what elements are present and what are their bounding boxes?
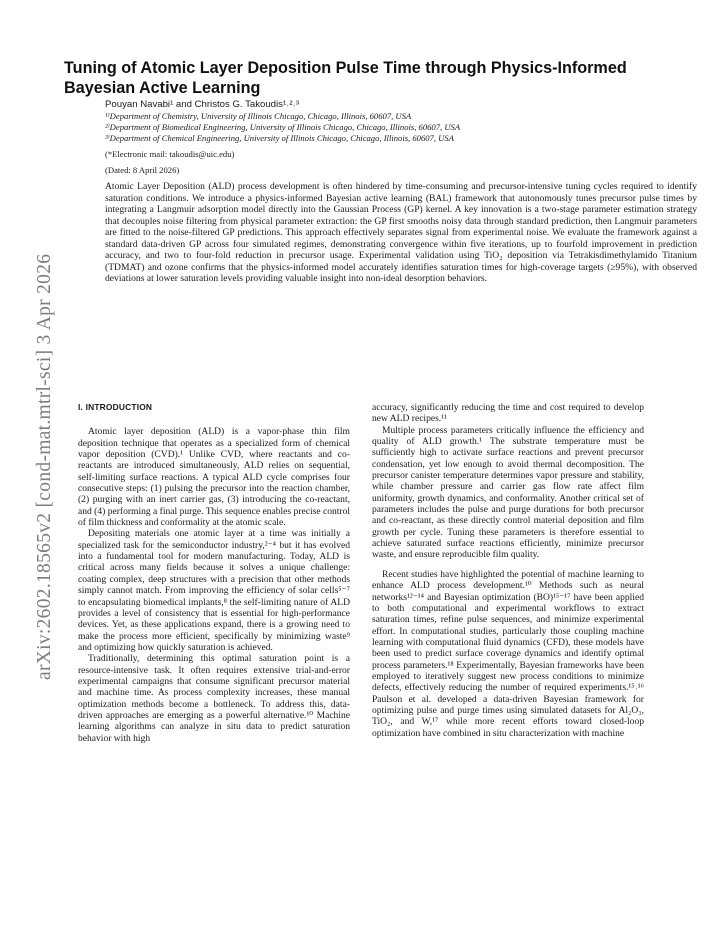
affiliation-biomedical-engineering: ²⁾Department of Biomedical Engineering, University of Illinois Chicago, Chicago, Illinois, 60607, USA [105,122,461,132]
affiliation-chemistry: ¹⁾Department of Chemistry, University of Illinois Chicago, Chicago, Illinois, 60607, USA [105,111,412,121]
arxiv-identifier-stamp [0,210,55,680]
affiliation-chemical-engineering: ³⁾Department of Chemical Engineering, University of Illinois Chicago, Chicago, Illinois, 60607, USA [105,133,454,143]
front-matter [105,99,697,285]
paragraph: Traditionally, determining this optimal saturation point is a resource-intensive task. It often requires extensive trial-and-error experimental campaigns that consume significant precursor material and machine time. As process complexity increases, these manual optimization methods become a bottleneck. To address this, data-driven approaches are emerging as a powerful alternative.¹⁰ Machine learning algorithms can analyze in situ data to predict saturation behavior with high [78,653,350,744]
paragraph: Multiple process parameters critically influence the efficiency and quality of ALD growth.¹ The substrate temperature must be sufficiently high to activate surface reactions and prevent precursor condensation, yet low enough to avoid thermal decomposition. The precursor canister temperature determines vapor pressure and stability, while chamber pressure and carrier gas flow rate affect film uniformity, growth dynamics, and conformality. Another critical set of parameters includes the pulse and purge durations for both precursor and co-reactant, as these directly control material deposition and film growth per cycle. Tuning these parameters is therefore essential to achieve saturated surface reactions efficiently, minimize precursor waste, and ensure reproducible film quality. [372,424,644,561]
section-heading-introduction: I. INTRODUCTION [78,402,153,412]
paragraph: Depositing materials one atomic layer at a time was initially a specialized task for the semiconductor industry,²⁻⁴ but it has evolved into a fundamental tool for modern manufacturing. Today, ALD is critical across many fields because it solves a unique challenge: coating complex, deep structures with a precision that other methods simply cannot match. From improving the efficiency of solar cells⁵⁻⁷ to encapsulating biomedical implants,⁸ the self-limiting nature of ALD provides a level of consistency that is essential for high-performance devices. Yet, as these applications expand, there is a growing need to make the process more efficient, specifically by minimizing waste⁹ and optimizing how quickly saturation is achieved. [78,528,350,653]
paragraph: Recent studies have highlighted the potential of machine learning to enhance ALD process development.¹⁰ Methods such as neural networks¹²⁻¹⁴ and Bayesian optimization (BO)¹⁵⁻¹⁷ have been applied to both computational and experimental workflows to extract saturation times, refine pulse sequences, and minimize experimental effort. In computational studies, particularly those coupling machine learning with computational fluid dynamics (CFD), these models have been used to predict surface coverage dynamics and identify optimal process parameters.¹⁸ Experimentally, Bayesian frameworks have been employed to iteratively suggest new process conditions to minimize defects, effectively reducing the number of required experiments.¹⁵˒¹⁶ Paulson et al. developed a data-driven Bayesian framework for optimizing pulse and purge times using simulated datasets for Al₂O₃, TiO₂, and W,¹⁷ while more recent efforts toward closed-loop optimization have combined in situ characterization with machine [372,568,644,739]
paragraph: accuracy, significantly reducing the time and cost required to develop new ALD recipes.¹¹ [372,402,644,425]
corresponding-email: (*Electronic mail: takoudis@uic.edu) [105,149,235,159]
left-column [78,402,350,744]
paper-title: Tuning of Atomic Layer Deposition Pulse Time through Physics-Informed Bayesian Active Learning [64,59,627,97]
paragraph: Atomic layer deposition (ALD) is a vapor-phase thin film deposition technique that operates as a specialized form of chemical vapor deposition (CVD).¹ Unlike CVD, where reactants and co-reactants are introduced simultaneously, ALD relies on sequential, self-limiting surface reactions. A typical ALD cycle comprises four consecutive steps: (1) pulsing the precursor into the reaction chamber, (2) purging with an inert carrier gas, (3) introducing the co-reactant, and (4) performing a final purge. This sequence enables precise control of film thickness and conformality at the atomic scale. [78,426,350,529]
arxiv-identifier-text: arXiv:2602.18565v2 [cond-mat.mtrl-sci] 3 Apr 2026 [34,253,55,680]
author-list: Pouyan Navabi¹ and Christos G. Takoudis¹˒²˒³ [105,99,299,110]
abstract: Atomic Layer Deposition (ALD) process development is often hindered by time-consuming and precursor-intensive tuning cycles required to identify saturation conditions. We introduce a physics-informed Bayesian active learning (BAL) framework that autonomously tunes precursor pulse times by integrating a Langmuir adsorption model directly into the Gaussian Process (GP) kernel. A key innovation is a two-stage parameter estimation strategy that decouples noise filtering from physical parameter extraction: the GP first smooths noisy data through standard prediction, then Langmuir parameters are fitted to the noise-filtered GP predictions. This approach effectively separates signal from experimental noise. We evaluate the framework against a standard data-driven GP across four simulated regimes, demonstrating convergence within five iterations, up to fourfold improvement in prediction accuracy, and two to four-fold reduction in precursor usage. Experimental validation using TiO₂ deposition via Tetrakisdimethylamido Titanium (TDMAT) and ozone confirms that the physics-informed model accurately identifies saturation times for high-coverage targets (≥95%), with observed deviations at lower saturation levels providing valuable insight into non-ideal desorption behaviors. [105,181,697,284]
date-line: (Dated: 8 April 2026) [105,165,180,175]
right-column [372,402,644,739]
